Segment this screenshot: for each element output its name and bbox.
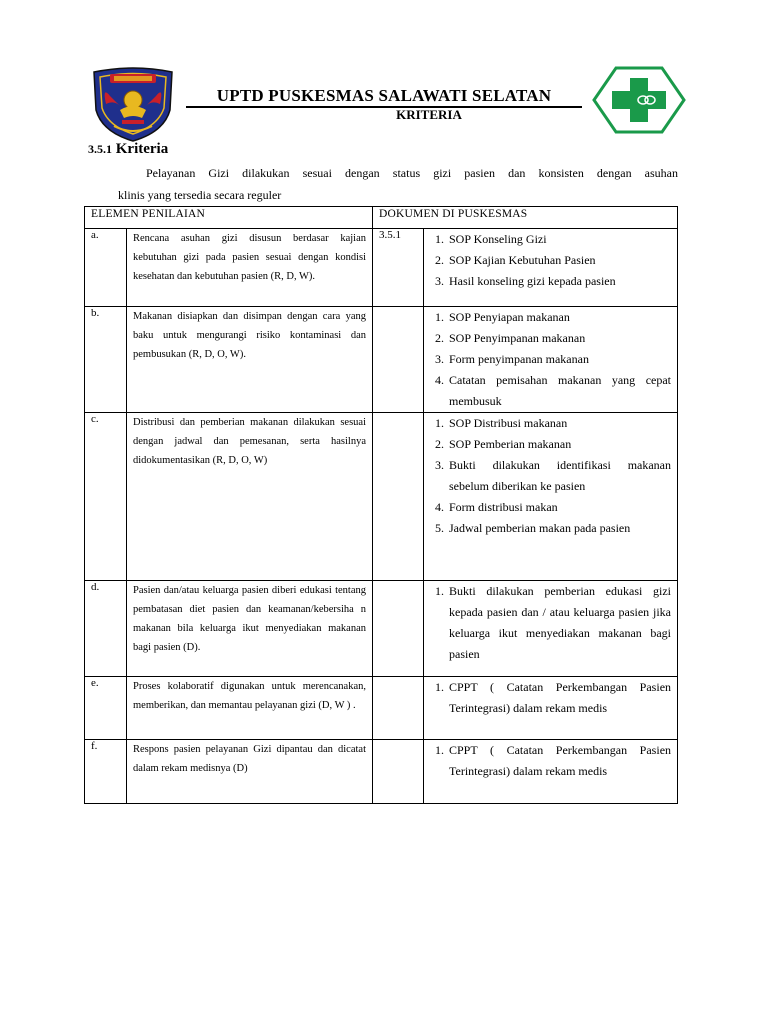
document-list-cell — [424, 307, 678, 413]
document-list-item: 2. SOP Pemberian makanan — [447, 434, 671, 455]
table-row — [85, 229, 678, 307]
document-list-item: 3. Bukti dilakukan identifikasi makanan sebelum diberikan ke pasien — [447, 455, 671, 497]
document-list-item: 1. CPPT ( Catatan Perkembangan Pasien Terintegrasi) dalam rekam medis — [447, 740, 671, 782]
document-list — [430, 740, 671, 782]
org-title: UPTD PUSKESMAS SALAWATI SELATAN — [216, 86, 552, 105]
criteria-code — [373, 413, 424, 581]
regional-emblem-icon — [90, 66, 176, 142]
document-list-item: 4. Catatan pemisahan makanan yang cepat membusuk — [447, 370, 671, 412]
document-list-cell — [424, 677, 678, 740]
row-letter: b. — [85, 307, 127, 413]
row-letter: f. — [85, 740, 127, 804]
intro-line-1: Pelayanan Gizi dilakukan sesuai dengan status gizi pasien dan konsisten dengan asuhan — [146, 166, 678, 180]
section-heading — [88, 141, 168, 158]
document-list-item: 1. SOP Penyiapan makanan — [447, 307, 671, 328]
criteria-code — [373, 677, 424, 740]
document-list-cell — [424, 581, 678, 677]
row-letter: a. — [85, 229, 127, 307]
document-subtitle: KRITERIA — [396, 107, 462, 122]
document-list-item: 1. Bukti dilakukan pemberian edukasi gizi kepada pasien dan / atau keluarga pasien jika keluarga ikut menyediakan makanan bagi pasien — [447, 581, 671, 665]
criteria-code — [373, 581, 424, 677]
row-letter: e. — [85, 677, 127, 740]
elemen-text: Makanan disiapkan dan disimpan dengan cara yang baku untuk mengurangi risiko kontaminasi dan pembusukan (R, D, O, W). — [127, 307, 373, 413]
document-list-item: 1. SOP Konseling Gizi — [447, 229, 671, 250]
row-letter: d. — [85, 581, 127, 677]
document-list-cell — [424, 229, 678, 307]
document-list-item: 5. Jadwal pemberian makan pada pasien — [447, 518, 671, 539]
table-row — [85, 581, 678, 677]
elemen-text: Rencana asuhan gizi disusun berdasar kajian kebutuhan gizi pada pasien sesuai dengan kondisi kesehatan dan kebutuhan pasien (R, D, W). — [127, 229, 373, 307]
document-list-item: 2. SOP Kajian Kebutuhan Pasien — [447, 250, 671, 271]
table-body — [85, 229, 678, 804]
elemen-text: Proses kolaboratif digunakan untuk merencanakan, memberikan, dan memantau pelayanan gizi (D, W ) . — [127, 677, 373, 740]
document-list-item: 3. Hasil konseling gizi kepada pasien — [447, 271, 671, 292]
document-list-item: 1. SOP Distribusi makanan — [447, 413, 671, 434]
criteria-code: 3.5.1 — [373, 229, 424, 307]
document-list-cell — [424, 413, 678, 581]
section-title: Kriteria — [115, 141, 169, 157]
intro-line-2: klinis yang tersedia secara reguler — [118, 188, 282, 202]
section-number: 3.5.1 — [88, 142, 112, 156]
criteria-code — [373, 740, 424, 804]
table-row — [85, 307, 678, 413]
elemen-text: Respons pasien pelayanan Gizi dipantau dan dicatat dalam rekam medisnya (D) — [127, 740, 373, 804]
column-header-dokumen: DOKUMEN DI PUSKESMAS — [373, 207, 678, 229]
puskesmas-cross-logo-icon — [592, 66, 686, 134]
table-row — [85, 677, 678, 740]
criteria-code — [373, 307, 424, 413]
elemen-text: Pasien dan/atau keluarga pasien diberi edukasi tentang pembatasan diet pasien dan keamanan/kebersiha n makanan bila keluarga ikut menyediakan makanan bagi pasien (D). — [127, 581, 373, 677]
document-list — [430, 229, 671, 292]
document-list — [430, 677, 671, 719]
table-row — [85, 413, 678, 581]
document-list-item: 1. CPPT ( Catatan Perkembangan Pasien Terintegrasi) dalam rekam medis — [447, 677, 671, 719]
criteria-table — [84, 206, 678, 804]
document-list — [430, 581, 671, 665]
document-list-item: 4. Form distribusi makan — [447, 497, 671, 518]
document-list — [430, 413, 671, 539]
elemen-text: Distribusi dan pemberian makanan dilakukan sesuai dengan jadwal dan pemesanan, serta hasilnya didokumentasikan (R, D, O, W) — [127, 413, 373, 581]
row-letter: c. — [85, 413, 127, 581]
document-list — [430, 307, 671, 412]
table-row — [85, 740, 678, 804]
document-list-cell — [424, 740, 678, 804]
intro-paragraph — [88, 162, 678, 206]
document-list-item: 2. SOP Penyimpanan makanan — [447, 328, 671, 349]
column-header-elemen: ELEMEN PENILAIAN — [85, 207, 373, 229]
document-list-item: 3. Form penyimpanan makanan — [447, 349, 671, 370]
table-header-row — [85, 207, 678, 229]
